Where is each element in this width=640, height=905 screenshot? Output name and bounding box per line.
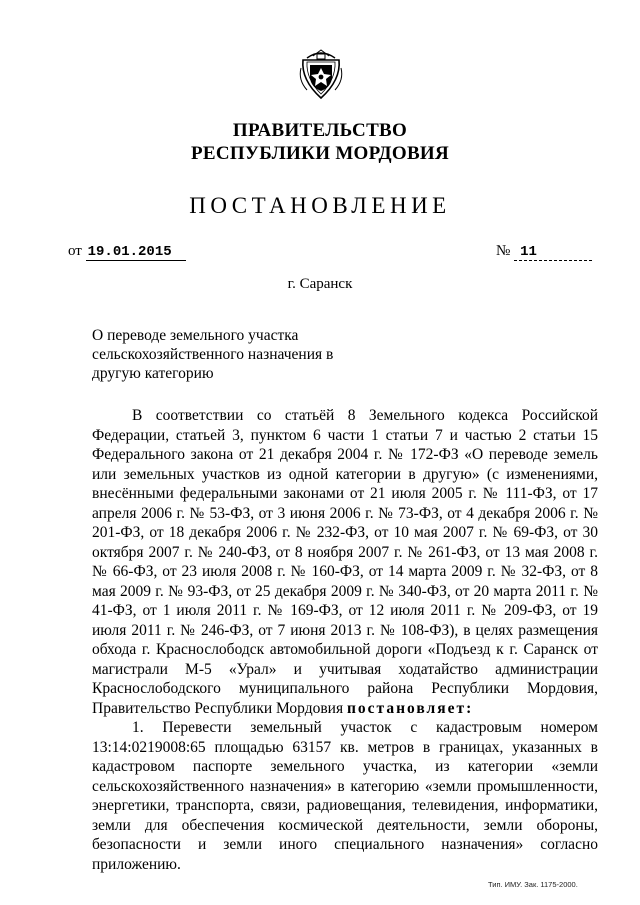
subject-line: сельскохозяйственного назначения в (92, 346, 334, 363)
number-prefix: № (496, 243, 511, 259)
date-field: 19.01.2015 (86, 245, 186, 261)
preamble-text: В соответствии со статьёй 8 Земельного кодекса Российской Федерации, статьей 3, пунктом 6 части 1 статьи 7 и частью 2 статьи 15 Федерального закона от 21 декабря 2004 г. № 172-ФЗ «О переводе земель или земельных участков из одной категории в другую» (с изменениями, внесёнными федеральными законами от 21 июля 2005 г. № 111-ФЗ, от 17 апреля 2006 г. № 53-ФЗ, от 3 июня 2006 г. № 73-ФЗ, от 4 декабря 2006 г. № 201-ФЗ, от 18 декабря 2006 г. № 232-ФЗ, от 10 мая 2007 г. № 69-ФЗ, от 30 октября 2007 г. № 240-ФЗ, от 8 ноября 2007 г. № 261-ФЗ, от 13 мая 2008 г. № 66-ФЗ, от 23 июля 2008 г. № 160-ФЗ, от 14 марта 2009 г. № 32-ФЗ, от 8 мая 2009 г. № 93-ФЗ, от 25 декабря 2009 г. № 340-ФЗ, от 20 марта 2011 г. № 41-ФЗ, от 1 июля 2011 г. № 169-ФЗ, от 12 июля 2011 г. № 209-ФЗ, от 19 июля 2011 г. № 246-ФЗ, от 7 июня 2013 г. № 108-ФЗ), в целях размещения обхода г. Краснослободск автомобильной дороги «Подъезд к г. Саранск от магистрали М-5 «Урал» и учитывая ходатайство администрации Краснослободского муниципального района Республики Мордовия, Правительство Республики Мордовия (92, 407, 598, 717)
print-mark: Тип. ИМУ. Зак. 1175-2000. (488, 880, 578, 889)
number-row (496, 243, 592, 261)
paragraph-preamble (92, 406, 598, 718)
government-title: ПРАВИТЕЛЬСТВО (232, 120, 408, 141)
subject-block (92, 326, 333, 383)
document-body (92, 406, 598, 874)
coat-of-arms-icon (297, 46, 345, 102)
number-field: 11 (514, 245, 592, 261)
subject-line: О переводе земельного участка (92, 327, 299, 344)
paragraph-item-1: 1. Перевести земельный участок с кадастровым номером 13:14:0219008:65 площадью 63157 кв. метров в границах, указанных в кадастровом паспорте земельного участка, из категории «земли сельскохозяйственного назначения» в категорию «земли промышленности, энергетики, транспорта, связи, радиовещания, телевидения, информатики, земли для обеспечения космической деятельности, земли обороны, безопасности и земли иного специального назначения» согласно приложению. (92, 719, 598, 873)
government-subtitle: РЕСПУБЛИКИ МОРДОВИЯ (190, 143, 450, 164)
decree-word: постановляет: (346, 699, 474, 717)
date-prefix: от (68, 243, 82, 259)
document-type: ПОСТАНОВЛЕНИЕ (189, 193, 451, 218)
date-row (68, 243, 186, 261)
city: г. Саранск (287, 276, 353, 292)
subject-line: другую категорию (92, 365, 214, 382)
